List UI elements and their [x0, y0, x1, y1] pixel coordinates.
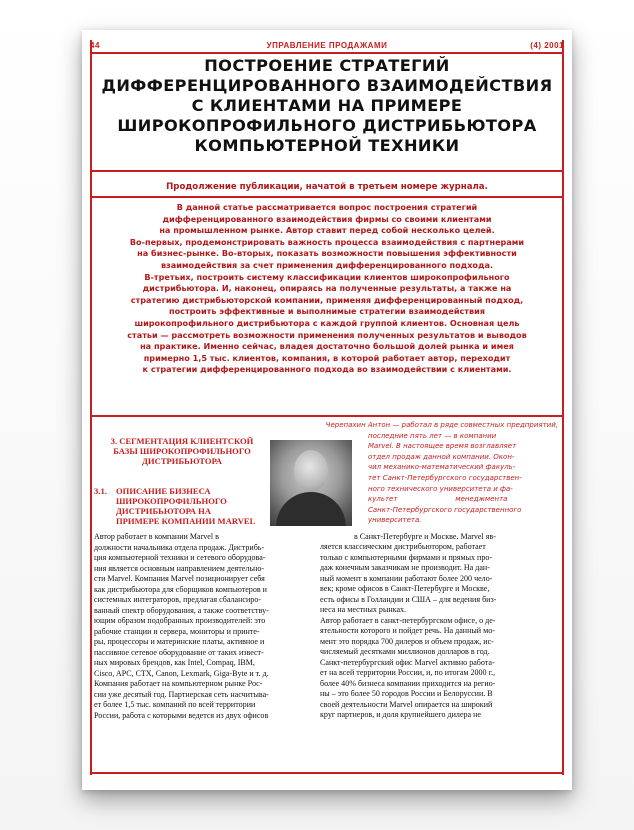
abstract-line: на промышленном рынке. Автор ставит перед собой несколько целей.	[159, 225, 495, 236]
body-column-right-top	[354, 532, 560, 543]
bio-line: чил механико-математический факуль-	[368, 463, 516, 472]
body-line: ет более 1,5 тыс. компаний по всей территории	[94, 700, 256, 709]
body-line: системных интеграторов, предлагая сбалансиро-	[94, 595, 262, 604]
body-line: более 40% бизнеса компании приходится на регио-	[320, 678, 496, 688]
body-line: ных мировых брендов, как Intel, Compaq, IBM,	[94, 658, 255, 667]
bio-line: Черепахин Антон — работал в ряде совместных предприятий,	[325, 421, 558, 429]
body-line: России, работа с которыми ведется из двух офисов	[94, 710, 269, 720]
body-line: своей деятельности Marvel опирается на широкий	[320, 699, 493, 709]
bio-line: университета.	[368, 516, 422, 525]
body-line: ющим образом подобранных производителей: это	[94, 616, 266, 625]
abstract-line: В-третьих, построить систему классификации клиентов широкопрофильного	[144, 271, 510, 282]
body-line: Санкт-петербургский офис Marvel активно работа-	[320, 657, 495, 667]
section-heading-3	[102, 436, 262, 466]
title-line: КОМПЬЮТЕРНОЙ ТЕХНИКИ	[194, 136, 460, 155]
body-line: Автор работает в компании Marvel в	[94, 532, 219, 541]
abstract-line: построить эффективные и выполнимые стратегии взаимодействия	[169, 306, 485, 317]
abstract-line: Во-первых, продемонстрировать важность процесса взаимодействия с партнерами	[129, 236, 525, 247]
issue-label: (4) 2001	[530, 41, 564, 50]
page-number: 44	[90, 41, 100, 50]
body-line: пассивное сетевое оборудование от таких извест-	[94, 647, 264, 657]
abstract-line: примерно 1,5 тыс. клиентов, компания, в которой работает автор, переходит	[143, 352, 511, 363]
section-number: 3.1.	[94, 486, 107, 496]
body-line: сти Marvel. Компания Marvel позиционирует себя	[94, 574, 265, 583]
abstract-line: дистрибьютора. И, наконец, опираясь на полученные результаты, а также на	[142, 283, 512, 294]
abstract-line: широкопрофильного дистрибьютора с каждой группой клиентов. Основная цель	[134, 317, 520, 328]
body-line: ры, процессоры и материнские платы, активное и	[94, 637, 265, 646]
bio-line: Санкт-Петербургского государственного	[368, 505, 522, 514]
author-photo	[270, 440, 352, 526]
bio-line: Marvel. В настоящее время возглавляет	[368, 442, 517, 451]
section-heading-3-1	[94, 486, 266, 526]
title-line: С КЛИЕНТАМИ НА ПРИМЕРЕ	[191, 96, 463, 115]
bio-line: отдел продаж данной компании. Окон-	[368, 452, 515, 461]
body-line: Компания работает на компьютерном рынке Рос-	[94, 679, 263, 688]
abstract-line: дифференцированного взаимодействия фирмы со своими клиентами	[162, 213, 492, 224]
body-line: Автор работает в санкт-петербургском офисе, о де-	[320, 615, 496, 625]
title-line: ПОСТРОЕНИЕ СТРАТЕГИЙ	[204, 56, 450, 75]
running-header	[90, 40, 564, 54]
body-line: мент это порядка 700 дилеров и объем продаж, ис-	[320, 636, 494, 646]
section-heading-line: ШИРОКОПРОФИЛЬНОГО	[116, 496, 227, 506]
abstract-line: В данной статье рассматривается вопрос построения стратегий	[176, 202, 478, 212]
section-heading-line: ПРИМЕРЕ КОМПАНИИ MARVEL	[116, 516, 256, 526]
section-heading-line: ДИСТРИБЬЮТОРА	[142, 456, 222, 466]
body-line: числяемый десятками миллионов долларов в год.	[320, 647, 490, 656]
body-line: круг партнеров, и доля крупнейшего дилера не	[320, 710, 481, 719]
section-heading-line: 3. СЕГМЕНТАЦИЯ КЛИЕНТСКОЙ	[110, 436, 254, 446]
body-line: есть офисы в Голландии и США – для ведения биз-	[320, 594, 497, 604]
abstract	[104, 202, 550, 376]
body-line: век; кроме офисов в Санкт-Петербурге и Москве,	[320, 584, 490, 593]
body-column-right	[320, 542, 560, 721]
section-name: УПРАВЛЕНИЕ ПРОДАЖАМИ	[266, 41, 388, 50]
body-line: ляется классическим дистрибьютором, работает	[320, 542, 486, 551]
abstract-line: на практике. Именно сейчас, владея достаточно большой долей рынка и имея	[140, 341, 514, 352]
abstract-line: стратегию дистрибьюторской компании, применяя дифференцированный подход,	[130, 294, 524, 305]
frame-left-border	[90, 40, 92, 775]
abstract-line: взаимодействия за счет применения дифференцированного подхода.	[160, 259, 494, 270]
title-rule	[90, 170, 564, 172]
body-line: в Санкт-Петербурге и Москве. Marvel яв-	[354, 532, 496, 541]
body-line: рабочие станции и сервера, мониторы и принте-	[94, 626, 260, 636]
frame-right-border	[562, 40, 564, 775]
section-heading-line: ДИСТРИБЬЮТОРА НА	[116, 506, 211, 516]
title-line: ДИФФЕРЕНЦИРОВАННОГО ВЗАИМОДЕЙСТВИЯ	[101, 76, 553, 95]
abstract-line: к стратегии дифференцированного подхода во взаимодействии с клиентами.	[142, 364, 512, 375]
article-title	[94, 56, 560, 156]
magazine-page	[82, 30, 572, 790]
body-line: неса на местных рынках.	[320, 605, 407, 614]
body-line: ет на всей территории России, и, по итогам 2000 г.,	[320, 668, 496, 677]
bio-line: ного технического университета и фа-	[368, 484, 513, 493]
author-photo-head	[294, 450, 328, 492]
section-heading-line: БАЗЫ ШИРОКОПРОФИЛЬНОГО	[113, 446, 251, 456]
bottom-rule	[90, 772, 564, 774]
body-line: только с компьютерными фирмами и прямых про-	[320, 552, 493, 562]
body-line: ятельности которого и пойдет речь. На данный мо-	[320, 626, 495, 635]
continuation-rule	[90, 196, 564, 198]
title-line: ШИРОКОПРОФИЛЬНОГО ДИСТРИБЬЮТОРА	[117, 116, 537, 135]
bio-line: тет Санкт-Петербургского государствен-	[368, 473, 522, 482]
body-line: ванный спектр оборудования, а также соответству-	[94, 605, 269, 615]
author-photo-shoulders	[276, 492, 346, 526]
continuation-note: Продолжение публикации, начатой в третьем номере журнала.	[166, 182, 488, 192]
abstract-line: на бизнес-рынке. Во-вторых, показать возможности повышения эффективности	[137, 248, 517, 259]
body-line: Cisco, APC, CTX, Canon, Lexmark, Giga-Byte и т. д.	[94, 668, 269, 678]
bio-line: культет менеджмента	[368, 495, 508, 504]
bio-line: последние пять лет — в компании	[368, 431, 497, 440]
body-column-left	[94, 532, 310, 721]
body-line: должности начальника отдела продаж. Дистрибь-	[94, 542, 265, 552]
body-line: даж конечным заказчикам не производит. На дан-	[320, 563, 490, 572]
abstract-line: статьи — рассмотреть возможности применения полученных результатов и выводов	[127, 329, 527, 340]
body-line: ны – это более 50 городов России и Белоруссии. В	[320, 689, 493, 698]
body-line: ния является основным направлением деятельно-	[94, 563, 265, 573]
body-line: как дистрибьютора для сборщиков компьютеров и	[94, 584, 267, 594]
section-heading-line: ОПИСАНИЕ БИЗНЕСА	[116, 486, 211, 496]
body-line: ция компьютерной техники и сетевого оборудова-	[94, 553, 266, 562]
body-line: ный момент в компании работают более 200 чело-	[320, 573, 493, 583]
abstract-rule	[90, 415, 564, 417]
body-line: сии уже десятый год. Партнерская сеть насчитыва-	[94, 689, 269, 699]
